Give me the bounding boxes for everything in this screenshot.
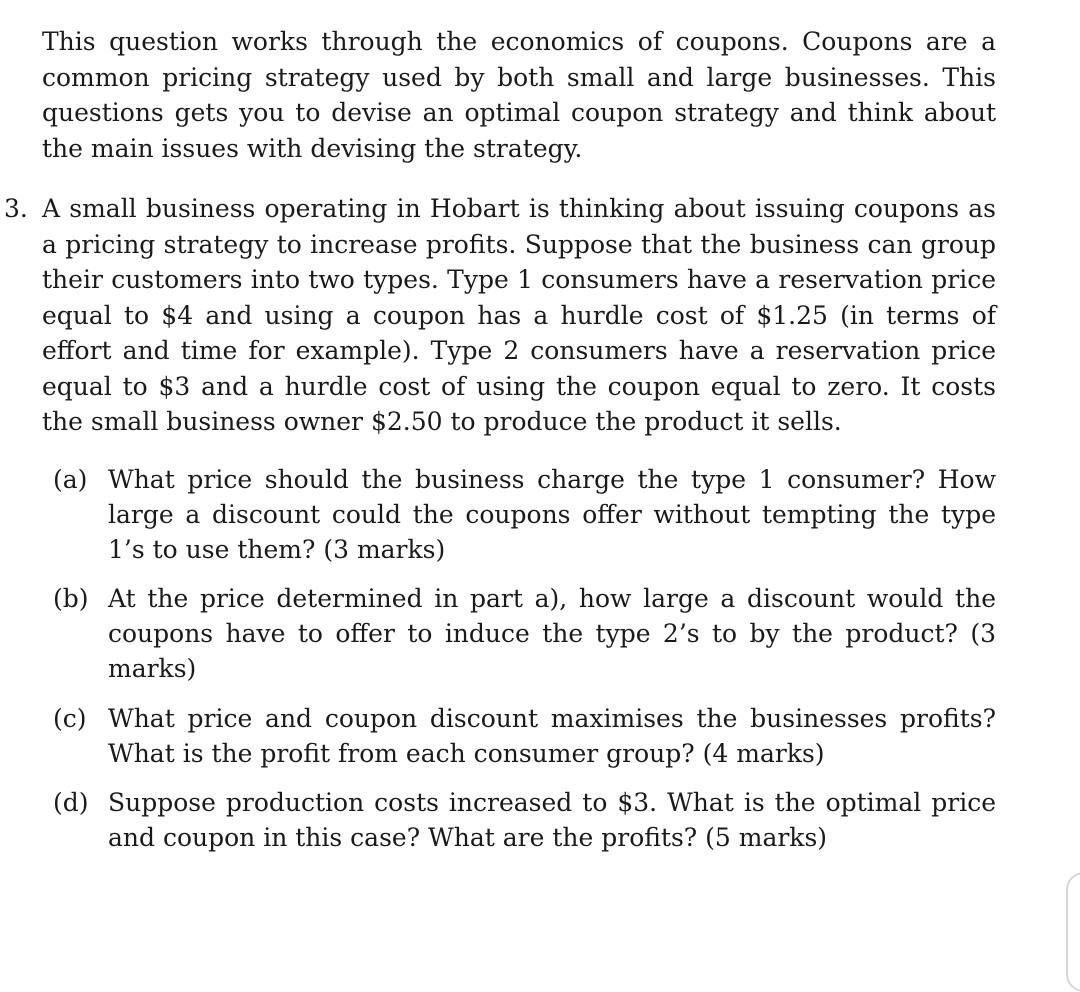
part-text-a: What price should the business charge the type 1 consumer? How large a discount could the coupons offer without tempting the type 1’s to use them? (3 marks) xyxy=(108,465,996,564)
part-text-b: At the price determined in part a), how large a discount would the coupons have to offer to induce the type 2’s to by the product? (3 marks) xyxy=(108,584,996,683)
part-label-d: (d) xyxy=(53,788,89,817)
part-label-b: (b) xyxy=(53,584,89,613)
intro-paragraph: This question works through the economics of coupons. Coupons are a common pricing strategy used by both small and large businesses. This questions gets you to devise an optimal coupon strategy and think about the main issues with devising the strategy. xyxy=(42,27,996,163)
part-label-a: (a) xyxy=(53,465,88,494)
question-number: 3. xyxy=(4,194,28,223)
question-stem: A small business operating in Hobart is thinking about issuing coupons as a pricing strategy to increase profits. Suppose that the business can group their customers into two types. Type 1 consumers have a reservation price equal to $4 and using a coupon has a hurdle cost of $1.25 (in terms of effort and time for example). Type 2 consumers have a reservation price equal to $3 and a hurdle cost of using the coupon equal to zero. It costs the small business owner $2.50 to produce the product it sells. xyxy=(42,194,996,436)
scroll-handle[interactable] xyxy=(1066,872,1080,992)
part-text-c: What price and coupon discount maximises the businesses profits? What is the profit from each consumer group? (4 marks) xyxy=(108,704,996,768)
part-label-c: (c) xyxy=(53,704,87,733)
part-text-d: Suppose production costs increased to $3. What is the optimal price and coupon in this case? What are the profits? (5 marks) xyxy=(108,788,996,852)
